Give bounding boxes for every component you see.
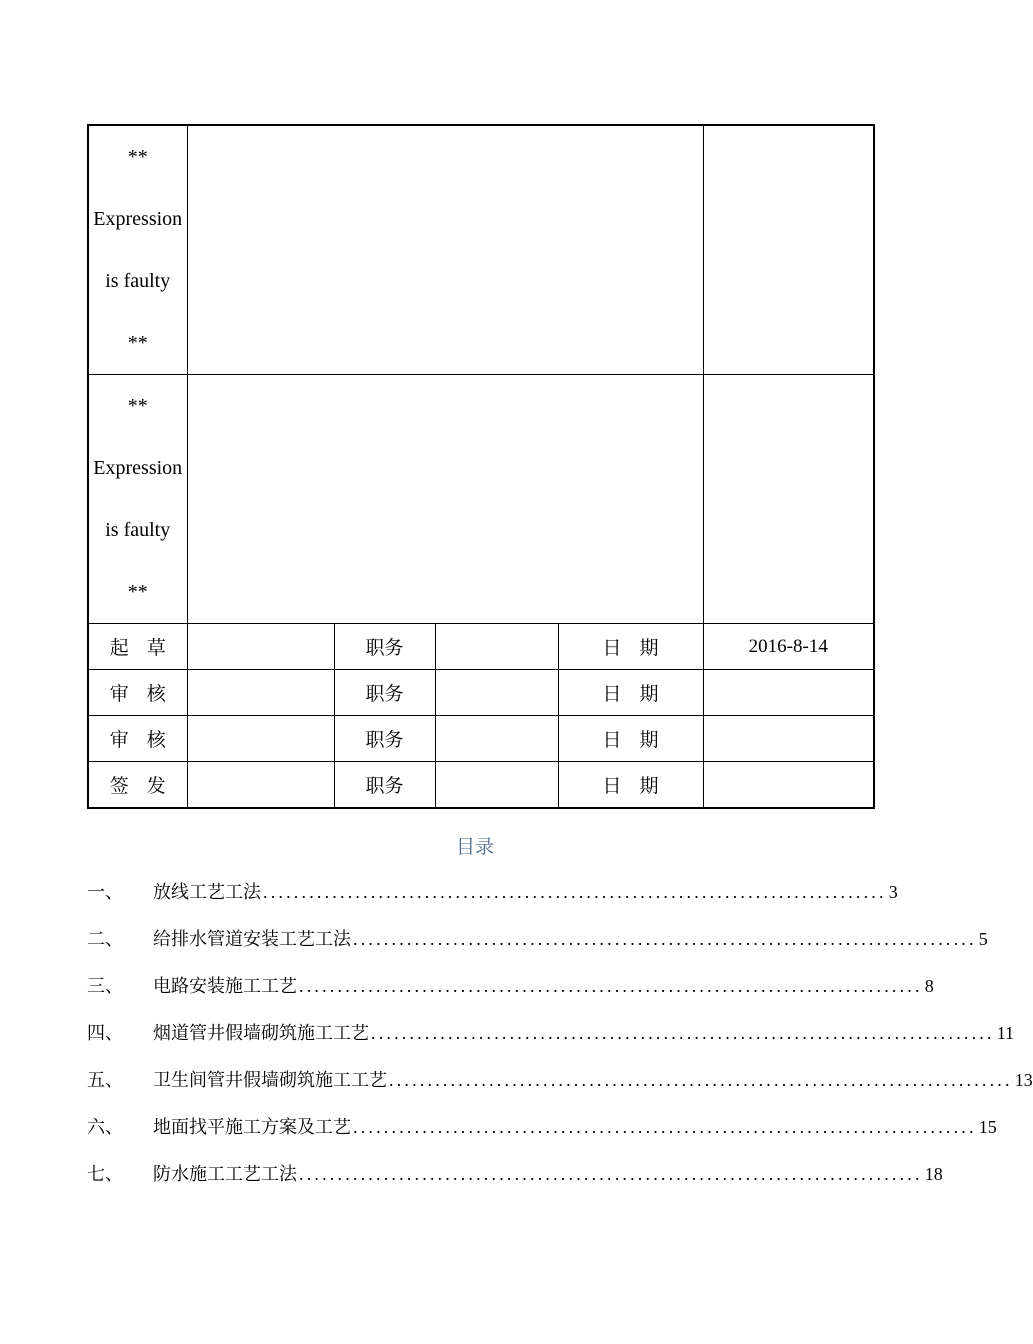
toc-item[interactable] [87,972,934,1019]
date-value [703,762,874,809]
toc-entry-title: 卫生间管井假墙砌筑施工工艺 [153,1070,387,1090]
toc-page-number: 11 [996,1023,1015,1043]
table-of-contents [87,878,1033,1207]
date-label: 日期 [558,762,703,809]
role-label: 审核 [88,716,187,762]
duty-label: 职务 [334,624,435,670]
toc-entry-title: 给排水管道安装工艺工法 [153,929,351,949]
date-value: 2016-8-14 [703,624,874,670]
toc-entry-title: 防水施工工艺工法 [153,1164,297,1184]
duty-cell [435,716,558,762]
toc-entry-title: 烟道管井假墙砌筑施工工艺 [153,1023,369,1043]
toc-item[interactable] [87,1113,997,1160]
approval-table [87,124,875,809]
signoff-row [88,624,874,670]
signoff-row [88,670,874,716]
content-cell [703,375,874,624]
name-cell [187,762,334,809]
toc-leader: ................................................................................. [299,976,923,996]
date-label: 日期 [558,716,703,762]
duty-cell [435,670,558,716]
toc-leader: ................................................................................. [263,882,887,902]
toc-item[interactable] [87,1019,1015,1066]
role-label: 签发 [88,762,187,809]
toc-leader: ................................................................................. [353,929,977,949]
duty-cell [435,624,558,670]
toc-number: 二、 [87,929,123,949]
name-cell [187,670,334,716]
signoff-row [88,762,874,809]
content-cell [703,125,874,375]
role-label: 起草 [88,624,187,670]
toc-number: 七、 [87,1164,123,1184]
toc-page-number: 3 [888,882,898,902]
content-cell [187,375,703,624]
toc-page-number: 5 [978,929,988,949]
table-row [88,125,874,375]
date-value [703,716,874,762]
date-label: 日期 [558,670,703,716]
toc-leader: ................................................................................. [299,1164,923,1184]
toc-entry-title: 电路安装施工工艺 [153,976,297,996]
name-cell [187,624,334,670]
toc-page-number: 18 [924,1164,943,1184]
duty-label: 职务 [334,670,435,716]
toc-leader: ................................................................................. [371,1023,995,1043]
toc-entry-title: 地面找平施工方案及工艺 [153,1117,351,1137]
duty-cell [435,762,558,809]
toc-leader: ................................................................................. [389,1070,1013,1090]
row-label: ** Expression is faulty ** [88,125,187,375]
duty-label: 职务 [334,716,435,762]
date-label: 日期 [558,624,703,670]
toc-item[interactable] [87,878,898,925]
toc-number: 六、 [87,1117,123,1137]
toc-number: 五、 [87,1070,123,1090]
toc-page-number: 13 [1014,1070,1033,1090]
toc-entry-title: 放线工艺工法 [153,882,261,902]
date-value [703,670,874,716]
toc-number: 四、 [87,1023,123,1043]
table-row [88,375,874,624]
toc-item[interactable] [87,1066,1033,1113]
content-cell [187,125,703,375]
row-label: ** Expression is faulty ** [88,375,187,624]
toc-title: 目录 [455,837,494,858]
role-label: 审核 [88,670,187,716]
toc-page-number: 15 [978,1117,997,1137]
signoff-row [88,716,874,762]
toc-leader: ................................................................................. [353,1117,977,1137]
toc-number: 三、 [87,976,123,996]
name-cell [187,716,334,762]
toc-number: 一、 [87,882,123,902]
toc-page-number: 8 [924,976,934,996]
toc-item[interactable] [87,1160,943,1207]
duty-label: 职务 [334,762,435,809]
toc-item[interactable] [87,925,988,972]
